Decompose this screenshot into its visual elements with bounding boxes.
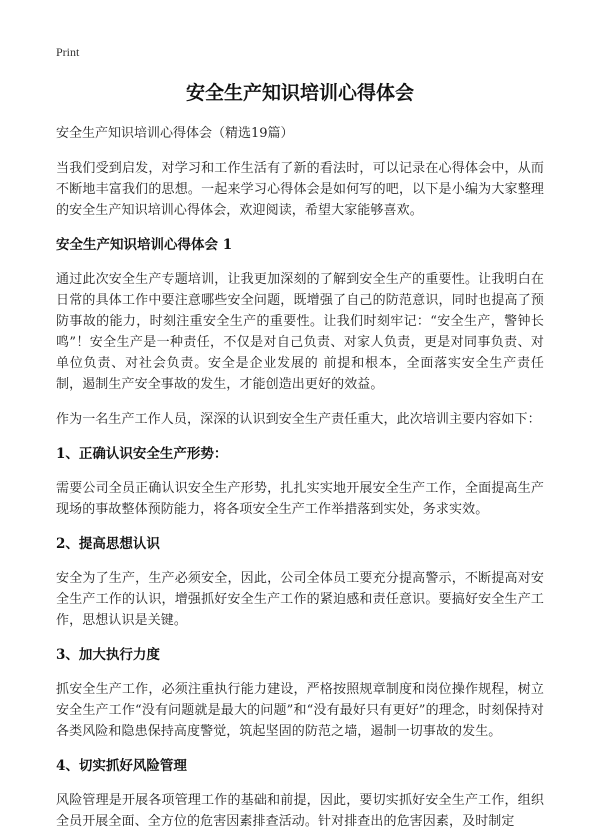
point-heading-1: 1、正确认识安全生产形势： bbox=[56, 446, 228, 462]
document-subtitle: 安全生产知识培训心得体会（精选19篇） bbox=[56, 126, 294, 141]
body-paragraph-1: 通过此次安全生产专题培训，让我更加深刻的了解到安全生产的重要性。让我明白在日常的具体工作中要注意哪些安全问题，既增强了自己的防范意识，同时也提高了预防事故的能力，时刻注重安全生产的重要性。让我们时刻牢记：“安全生产，警钟长鸣”！安全生产是一种责任，不仅是对自己负责、对家人负责，更是对同事负责、对单位负责、对社会负责。安全是企业发展的 前提和根本，全面落实安全生产责任制，遏制生产安全事故的发生，才能创造出更好的效益。 bbox=[56, 272, 544, 392]
point-paragraph-4: 风险管理是开展各项管理工作的基础和前提，因此，要切实抓好安全生产工作，组织全员开展全面、全方位的危害因素排查活动。针对排查出的危害因素，及时制定 bbox=[56, 793, 544, 829]
point-paragraph-2: 安全为了生产，生产必须安全，因此，公司全体员工要充分提高警示，不断提高对安全生产工作的认识，增强抓好安全生产工作的紧迫感和责任意识。要搞好安全生产工作，思想认识是关键。 bbox=[56, 571, 544, 628]
intro-paragraph: 当我们受到启发，对学习和工作生活有了新的看法时，可以记录在心得体会中，从而不断地丰富我们的思想。一起来学习心得体会是如何写的吧，以下是小编为大家整理的安全生产知识培训心得体会，欢迎阅读，希望大家能够喜欢。 bbox=[56, 161, 544, 218]
document-title: 安全生产知识培训心得体会 bbox=[185, 82, 414, 104]
point-heading-3: 3、加大执行力度 bbox=[56, 647, 160, 663]
point-heading-4: 4、切实抓好风险管理 bbox=[56, 758, 187, 774]
point-heading-2: 2、提高思想认识 bbox=[56, 536, 160, 552]
point-paragraph-1: 需要公司全员正确认识安全生产形势，扎扎实实地开展安全生产工作，全面提高生产现场的事故整体预防能力，将各项安全生产工作举措落到实处，务求实效。 bbox=[56, 481, 544, 517]
point-paragraph-3: 抓安全生产工作，必须注重执行能力建设，严格按照规章制度和岗位操作规程，树立安全生产工作“没有问题就是最大的问题”和“没有最好只有更好”的理念，时刻保持对各类风险和隐患保持高度警觉，筑起坚固的防范之墙，遏制一切事故的发生。 bbox=[56, 682, 544, 739]
section-heading: 安全生产知识培训心得体会 1 bbox=[56, 237, 233, 253]
body-paragraph-2: 作为一名生产工作人员，深深的认识到安全生产责任重大，此次培训主要内容如下： bbox=[56, 412, 541, 427]
print-label: Print bbox=[56, 45, 80, 59]
